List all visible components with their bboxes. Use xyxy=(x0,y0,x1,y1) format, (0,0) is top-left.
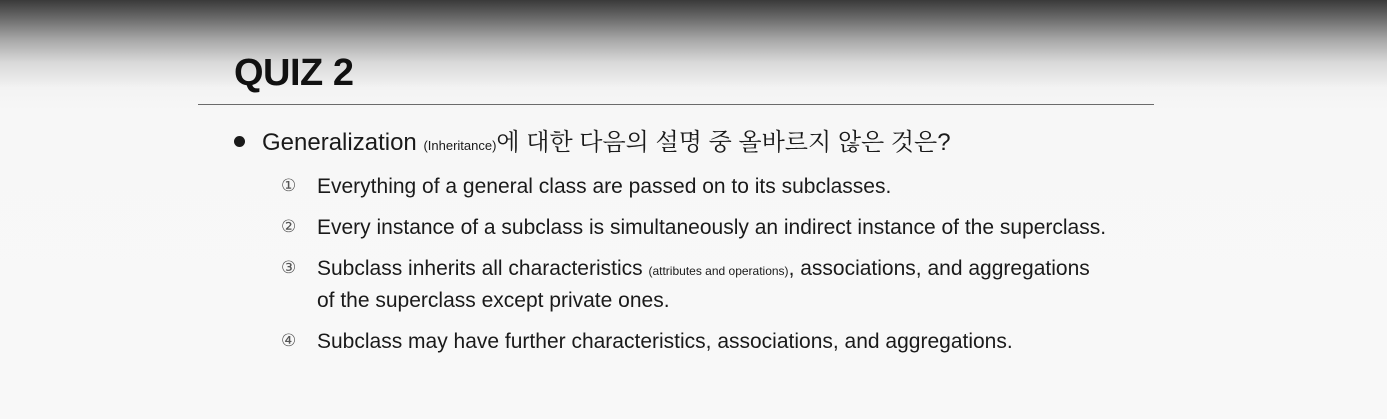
option-text xyxy=(317,172,1111,201)
bullet-icon xyxy=(234,136,245,147)
option-number: ① xyxy=(281,176,297,196)
question-rest: 에 대한 다음의 설명 중 올바르지 않은 것은? xyxy=(496,129,951,156)
question-note: (Inheritance) xyxy=(423,138,497,153)
option-text-a: Subclass inherits all characteristics xyxy=(317,257,649,280)
option-number: ④ xyxy=(281,331,297,351)
title-divider xyxy=(198,104,1154,105)
slide-title: QUIZ 2 xyxy=(234,52,354,94)
option-1 xyxy=(281,172,1111,201)
option-text-a: Every instance of a subclass is simultaneously an indirect instance of the superclass. xyxy=(317,216,1107,239)
option-3 xyxy=(281,254,1111,315)
options-list xyxy=(281,172,1111,368)
option-text-b: , associations, and aggregations of the superclass except private ones. xyxy=(317,257,1090,312)
option-4 xyxy=(281,327,1111,356)
option-text xyxy=(317,327,1111,356)
option-text xyxy=(317,213,1111,242)
option-2 xyxy=(281,213,1111,242)
question xyxy=(234,127,951,162)
option-small-note: (attributes and operations) xyxy=(648,264,789,278)
question-main: Generalization xyxy=(262,129,417,156)
option-number: ② xyxy=(281,217,297,237)
option-text-a: Everything of a general class are passed on to its subclasses. xyxy=(317,175,892,198)
option-number: ③ xyxy=(281,258,297,278)
option-text-a: Subclass may have further characteristics, associations, and aggregations. xyxy=(317,330,1013,353)
option-text xyxy=(317,254,1111,315)
